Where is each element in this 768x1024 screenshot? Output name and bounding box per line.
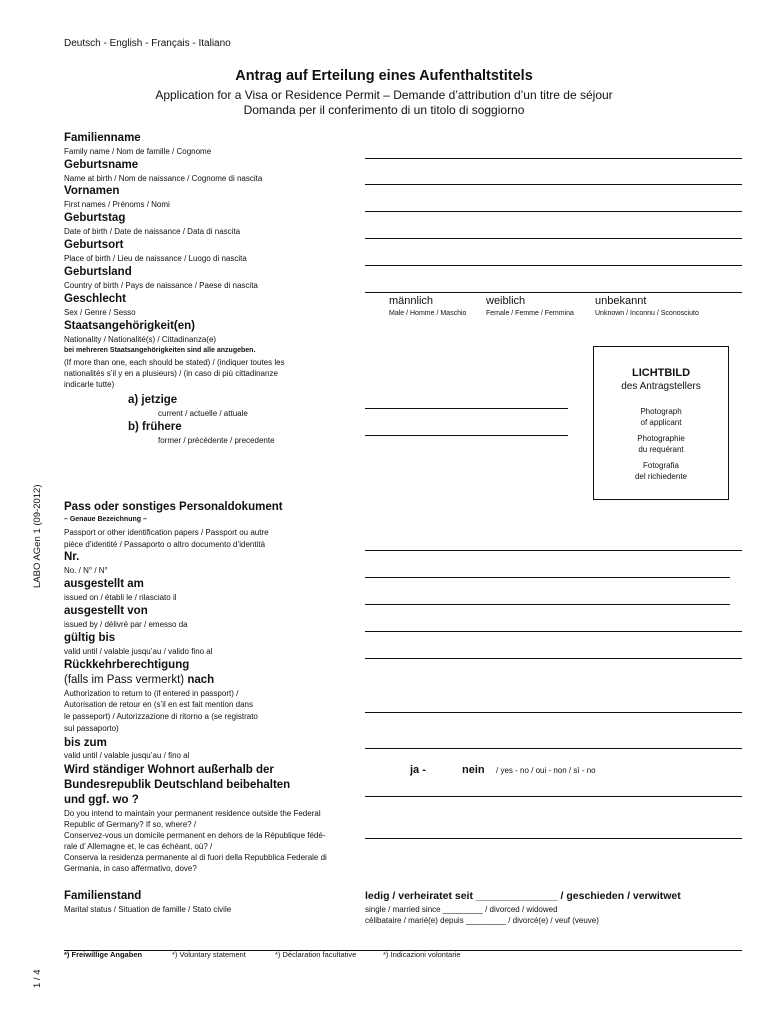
family-name-sub: Family name / Nom de famille / Cognome [64, 147, 212, 156]
residence-where-field[interactable] [365, 796, 742, 797]
family-name-field[interactable] [365, 158, 742, 159]
photo-title: LICHTBILD [631, 367, 691, 379]
former-nationality-field[interactable] [365, 435, 568, 436]
passport-label: Pass oder sonstiges Personaldokument [64, 501, 283, 513]
residence-label-1: Wird ständiger Wohnort außerhalb der [64, 764, 274, 776]
residence-where-field-2[interactable] [365, 838, 742, 839]
issued-on-field[interactable] [365, 604, 730, 605]
form-code: LABO AGen 1 (09-2012) [32, 484, 43, 588]
birth-place-sub: Place of birth / Lieu de naissance / Luogo di nascita [64, 254, 247, 263]
birth-date-label: Geburtstag [64, 212, 126, 224]
issued-on-sub: issued on / établi le / rilasciato il [64, 593, 177, 602]
residence-no-option[interactable]: nein [462, 764, 485, 776]
sex-option-unknown[interactable]: unbekannt [595, 295, 647, 307]
birth-date-sub: Date of birth / Date de naissance / Data di nascita [64, 227, 241, 236]
residence-label-3: und ggf. wo ? [64, 794, 139, 806]
birth-name-field[interactable] [365, 184, 742, 185]
footer-voluntary-en: *) Voluntary statement [172, 950, 246, 959]
photo-fr-1: Photographie [637, 434, 685, 443]
return-sub-3: le passeport) / Autorizzazione di ritorno a (se registrato [64, 712, 258, 721]
marital-options[interactable]: ledig / verheiratet seit ______________ / geschieden / verwitwet [365, 890, 681, 902]
nationality-note-bold: bei mehreren Staatsangehörigkeiten sind alle anzugeben. [64, 347, 256, 354]
footer-voluntary-it: *) Indicazioni volontarie [383, 950, 461, 959]
residence-sub-6: Germania, in caso affermativo, dove? [64, 864, 197, 873]
sex-option-male[interactable]: männlich [389, 295, 434, 307]
marital-label: Familienstand [64, 890, 142, 902]
photo-fr-2: du requérant [638, 445, 684, 454]
form-title: Antrag auf Erteilung eines Aufenthaltstitels [235, 68, 533, 84]
birth-date-field[interactable] [365, 238, 742, 239]
photo-box[interactable] [593, 346, 729, 500]
birth-country-label: Geburtsland [64, 266, 132, 278]
nationality-note-3: indicarle tutte) [64, 380, 115, 389]
nationality-note-2: nationalités s’il y en a plusieurs) / (in caso di più cittadinanze [64, 369, 278, 378]
residence-sub-5: Conserva la residenza permanente al di fuori della Repubblica Federale di [64, 853, 327, 862]
passport-sub-1: Passport or other identification papers / Passport ou autre [64, 528, 269, 537]
sex-female-sub: Female / Femme / Femmina [486, 310, 574, 317]
passport-type-field[interactable] [365, 550, 742, 551]
residence-options-translation: / yes - no / oui - non / sì - no [496, 766, 596, 775]
passport-number-label: Nr. [64, 551, 80, 563]
birth-country-sub: Country of birth / Pays de naissance / Paese di nascita [64, 281, 258, 290]
footer-voluntary-de: *) Freiwillige Angaben [64, 950, 143, 959]
residence-yes-option[interactable]: ja - [410, 764, 426, 776]
sex-male-sub: Male / Homme / Maschio [389, 310, 467, 317]
return-field[interactable] [365, 712, 742, 713]
valid-until-label: gültig bis [64, 632, 116, 644]
return-until-label: bis zum [64, 737, 107, 749]
issued-on-label: ausgestellt am [64, 578, 144, 590]
current-nationality-field[interactable] [365, 408, 568, 409]
residence-sub-3: Conservez-vous un domicile permanent en dehors de la République fédé- [64, 831, 326, 840]
nationality-note-1: (If more than one, each should be stated) / (indiquer toutes les [64, 358, 285, 367]
current-nationality-sub: current / actuelle / attuale [158, 409, 248, 418]
passport-sub-2: pièce d’identité / Passaporto o altro documento d’identità [64, 540, 266, 549]
residence-sub-2: Republic of Germany? If so, where? / [64, 820, 197, 829]
current-nationality-label: a) jetzige [128, 394, 178, 406]
birth-country-field[interactable] [365, 292, 742, 293]
photo-it-1: Fotografia [642, 461, 680, 470]
marital-sub: Marital status / Situation de famille / Stato civile [64, 905, 232, 914]
passport-number-sub: No. / N° / N° [64, 566, 108, 575]
marital-options-fr: célibataire / marié(e) depuis _________ / divorcé(e) / veuf (veuve) [365, 916, 599, 925]
first-names-sub: First names / Prénoms / Nomi [64, 200, 170, 209]
sex-label: Geschlecht [64, 293, 126, 305]
return-label-2-plain: (falls im Pass vermerkt) [64, 674, 185, 686]
former-nationality-sub: former / précédente / precedente [158, 436, 275, 445]
sex-unknown-sub: Unknown / Inconnu / Sconosciuto [595, 310, 699, 317]
passport-sub-bold: – Genaue Bezeichnung – [64, 516, 147, 523]
residence-label-2: Bundesrepublik Deutschland beibehalten [64, 779, 291, 791]
return-sub-1: Authorization to return to (if entered in passport) / [64, 689, 239, 698]
page-number: 1 / 4 [32, 969, 43, 988]
return-until-field[interactable] [365, 748, 742, 749]
photo-it-2: del richiedente [634, 472, 688, 481]
return-label: Rückkehrberechtigung [64, 659, 190, 671]
sex-sub: Sex / Genre / Sesso [64, 308, 136, 317]
form-subtitle-en-fr: Application for a Visa or Residence Permit – Demande d’attribution d’un titre de séjour [155, 88, 613, 102]
issued-by-label: ausgestellt von [64, 605, 148, 617]
valid-until-field[interactable] [365, 658, 742, 659]
photo-subtitle: des Antragstellers [621, 381, 701, 392]
residence-sub-4: rale d’ Allemagne et, le cas échéant, où? / [64, 842, 213, 851]
first-names-field[interactable] [365, 211, 742, 212]
form-subtitle-it: Domanda per il conferimento di un titolo di soggiorno [243, 103, 525, 117]
marital-options-en: single / married since _________ / divorced / widowed [365, 905, 558, 914]
family-name-label: Familienname [64, 132, 141, 144]
return-until-sub: valid until / valable jusqu’au / fino al [64, 751, 190, 760]
birth-name-sub: Name at birth / Nom de naissance / Cognome di nascita [64, 174, 263, 183]
issued-by-field[interactable] [365, 631, 742, 632]
return-label-2 [64, 674, 214, 686]
birth-place-label: Geburtsort [64, 239, 124, 251]
birth-name-label: Geburtsname [64, 159, 139, 171]
sex-option-female[interactable]: weiblich [486, 295, 526, 307]
former-nationality-label: b) frühere [128, 421, 182, 433]
valid-until-sub: valid until / valable jusqu’au / valido fino al [64, 647, 213, 656]
photo-en-1: Photograph [640, 407, 682, 416]
residence-sub-1: Do you intend to maintain your permanent residence outside the Federal [64, 809, 321, 818]
footer-voluntary-fr: *) Déclaration facultative [275, 950, 357, 959]
photo-en-2: of applicant [640, 418, 682, 427]
return-label-2-bold: nach [184, 674, 215, 686]
birth-place-field[interactable] [365, 265, 742, 266]
first-names-label: Vornamen [64, 185, 120, 197]
nationality-sub: Nationality / Nationalité(s) / Cittadinanza(e) [64, 335, 217, 344]
issued-by-sub: issued by / délivré par / emesso da [64, 620, 188, 629]
return-sub-2: Autorisation de retour en (s’il en est fait mention dans [64, 700, 253, 709]
return-sub-4: sul passaporto) [64, 724, 119, 733]
language-list: Deutsch - English - Français - Italiano [64, 38, 231, 49]
nationality-label: Staatsangehörigkeit(en) [64, 320, 195, 332]
passport-number-field[interactable] [365, 577, 730, 578]
